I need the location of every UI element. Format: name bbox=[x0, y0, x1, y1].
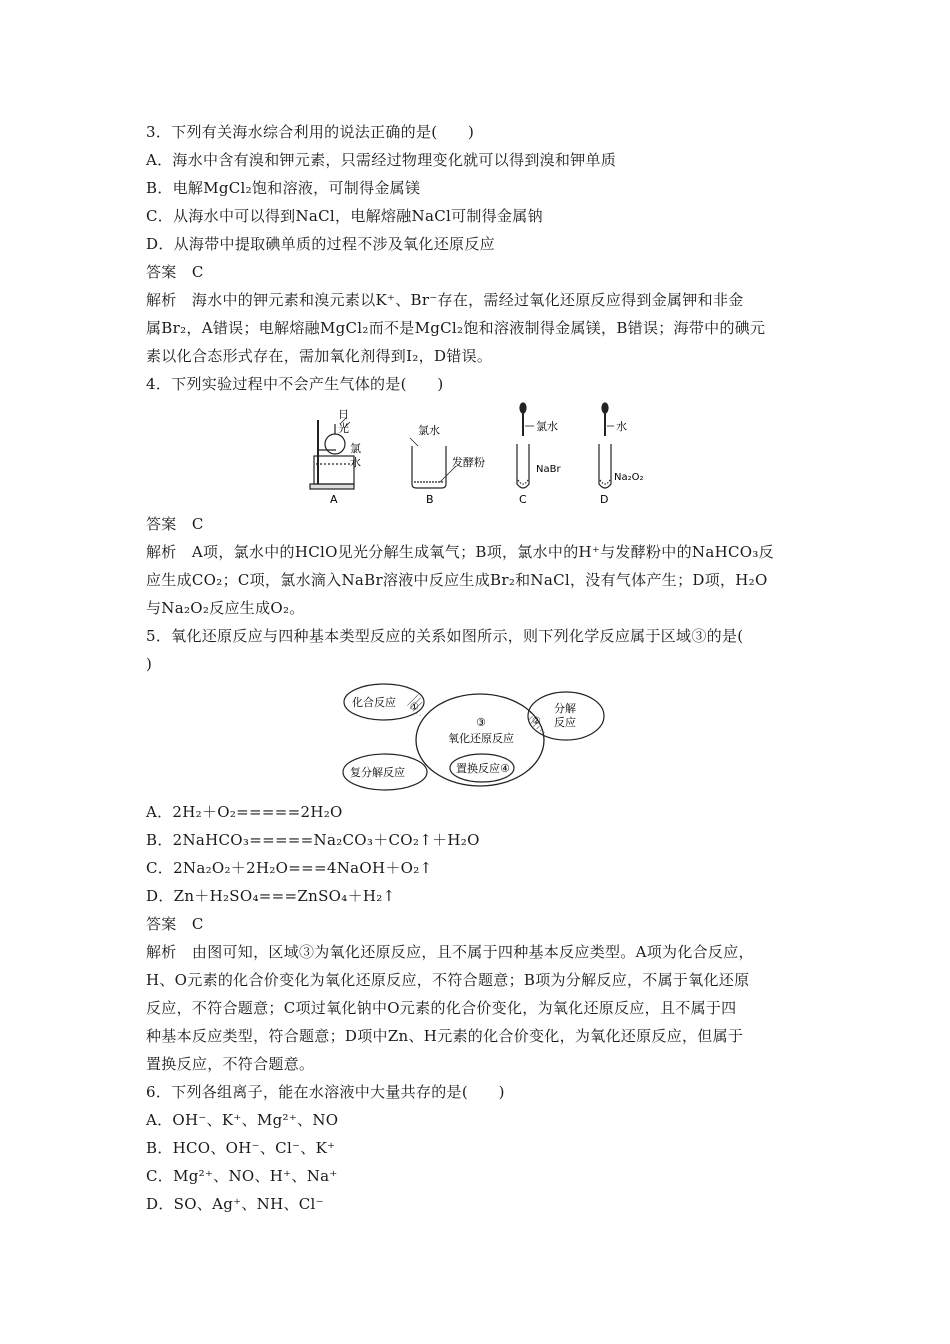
q5-analysis-line-4: 种基本反应类型，符合题意；D项中Zn、H元素的化合价变化，为氧化还原反应，但属于 bbox=[146, 1027, 744, 1045]
apparatus-d bbox=[599, 403, 614, 488]
q5-option-a: A．2H₂＋O₂=====2H₂O bbox=[146, 803, 343, 821]
apparatus-c-nabr: NaBr bbox=[536, 464, 561, 475]
q4-analysis-line-3: 与Na₂O₂反应生成O₂。 bbox=[146, 599, 305, 617]
q4-answer: 答案 C bbox=[146, 515, 204, 533]
apparatus-a-chlorine: 氯 bbox=[350, 442, 361, 455]
apparatus-a-sun: 日 bbox=[338, 408, 349, 421]
q3-option-b: B．电解MgCl₂饱和溶液，可制得金属镁 bbox=[146, 179, 421, 197]
venn-region-3: ③ bbox=[476, 716, 486, 729]
q6-option-b: B．HCO、OH⁻、Cl⁻、K⁺ bbox=[146, 1139, 336, 1157]
venn-double-decomposition-label: 复分解反应 bbox=[350, 766, 405, 779]
q3-answer: 答案 C bbox=[146, 263, 204, 281]
q3-option-a: A．海水中含有溴和钾元素，只需经过物理变化就可以得到溴和钾单质 bbox=[146, 151, 617, 169]
apparatus-a-water: 水 bbox=[350, 456, 361, 469]
venn-region-2: ② bbox=[532, 716, 541, 727]
q5-option-b: B．2NaHCO₃=====Na₂CO₃＋CO₂↑＋H₂O bbox=[146, 831, 480, 849]
q5-venn-diagram bbox=[340, 682, 610, 796]
q4-analysis-line-2: 应生成CO₂；C项，氯水滴入NaBr溶液中反应生成Br₂和NaCl，没有气体产生；D项，H₂O bbox=[146, 571, 768, 589]
q6-stem: 6．下列各组离子，能在水溶液中大量共存的是( ) bbox=[146, 1083, 505, 1101]
apparatus-b bbox=[410, 438, 456, 488]
q5-analysis-line-2: H、O元素的化合价变化为氧化还原反应，不符合题意；B项为分解反应，不属于氧化还原 bbox=[146, 971, 750, 989]
venn-decomposition-label-2: 反应 bbox=[554, 716, 576, 729]
apparatus-b-tag: B bbox=[426, 493, 434, 506]
q5-answer: 答案 C bbox=[146, 915, 204, 933]
q3-analysis-line-3: 素以化合态形式存在，需加氧化剂得到I₂，D错误。 bbox=[146, 347, 493, 365]
apparatus-a-light: 光 bbox=[338, 422, 349, 435]
apparatus-d-tag: D bbox=[600, 493, 609, 506]
apparatus-c bbox=[517, 403, 534, 488]
q5-option-c: C．2Na₂O₂＋2H₂O===4NaOH＋O₂↑ bbox=[146, 859, 433, 877]
q6-option-a: A．OH⁻、K⁺、Mg²⁺、NO bbox=[146, 1111, 339, 1129]
q5-option-d: D．Zn＋H₂SO₄===ZnSO₄＋H₂↑ bbox=[146, 887, 396, 905]
venn-replacement-label: 置换反应④ bbox=[456, 762, 510, 775]
apparatus-b-chlorine-water: 氯水 bbox=[418, 424, 440, 437]
q3-option-c: C．从海水中可以得到NaCl，电解熔融NaCl可制得金属钠 bbox=[146, 207, 543, 225]
venn-decomposition-label-1: 分解 bbox=[554, 702, 576, 715]
q5-analysis-line-3: 反应，不符合题意；C项过氧化钠中O元素的化合价变化，为氧化还原反应，且不属于四 bbox=[146, 999, 737, 1017]
venn-redox-label: 氧化还原反应 bbox=[448, 732, 514, 745]
q6-option-c: C．Mg²⁺、NO、H⁺、Na⁺ bbox=[146, 1167, 338, 1185]
q5-stem-line-1: 5．氧化还原反应与四种基本类型反应的关系如图所示，则下列化学反应属于区域③的是( bbox=[146, 627, 744, 645]
venn-combination-label: 化合反应 bbox=[352, 696, 396, 709]
q4-analysis-line-1: 解析 A项，氯水中的HClO见光分解生成氧气；B项，氯水中的H⁺与发酵粉中的NaHCO₃反 bbox=[146, 543, 774, 561]
q5-stem-line-2: ) bbox=[146, 655, 153, 673]
apparatus-d-water: 水 bbox=[616, 420, 627, 433]
q3-option-d: D．从海带中提取碘单质的过程不涉及氧化还原反应 bbox=[146, 235, 495, 253]
apparatus-a-tag: A bbox=[330, 493, 338, 506]
apparatus-c-tag: C bbox=[519, 493, 527, 506]
apparatus-b-baking-powder: 发酵粉 bbox=[452, 456, 485, 469]
q5-analysis-line-1: 解析 由图可知，区域③为氧化还原反应，且不属于四种基本反应类型。A项为化合反应， bbox=[146, 943, 754, 961]
q4-stem: 4．下列实验过程中不会产生气体的是( ) bbox=[146, 375, 444, 393]
q3-analysis-line-2: 属Br₂，A错误；电解熔融MgCl₂而不是MgCl₂饱和溶液制得金属镁，B错误；海带中的碘元 bbox=[146, 319, 766, 337]
apparatus-c-chlorine-water: 氯水 bbox=[536, 420, 558, 433]
q6-option-d: D．SO、Ag⁺、NH、Cl⁻ bbox=[146, 1195, 324, 1213]
q3-analysis-line-1: 解析 海水中的钾元素和溴元素以K⁺、Br⁻存在，需经过氧化还原反应得到金属钾和非金 bbox=[146, 291, 744, 309]
venn-region-1: ① bbox=[410, 702, 419, 713]
q5-analysis-line-5: 置换反应，不符合题意。 bbox=[146, 1055, 315, 1073]
apparatus-d-na2o2: Na₂O₂ bbox=[614, 472, 644, 483]
q4-apparatus-figure bbox=[300, 400, 660, 508]
q3-stem: 3．下列有关海水综合利用的说法正确的是( ) bbox=[146, 123, 475, 141]
